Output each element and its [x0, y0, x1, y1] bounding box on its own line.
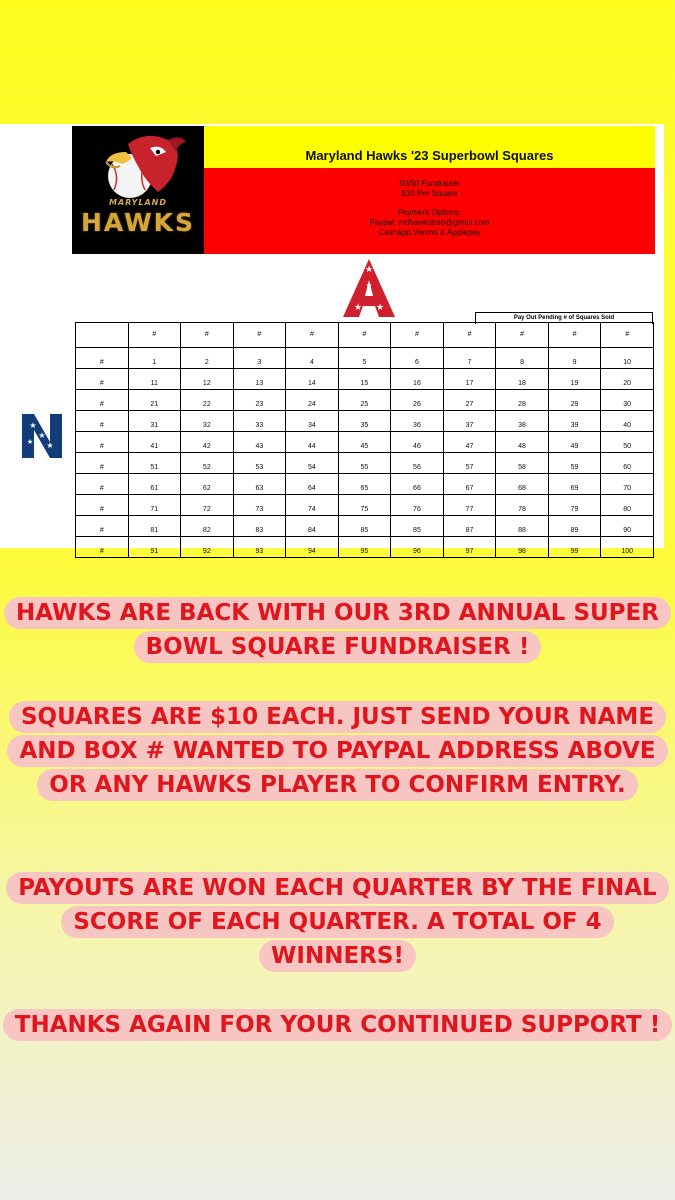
caption-payouts	[0, 871, 675, 973]
square-cell: 99	[548, 537, 601, 558]
square-cell: 87	[443, 516, 496, 537]
payout-label: Pay Out Pending # of Squares Sold	[475, 312, 653, 324]
square-cell: 77	[443, 495, 496, 516]
square-cell: 2	[181, 348, 234, 369]
square-cell: 6	[391, 348, 444, 369]
info-band	[204, 168, 655, 254]
grid-row-header-cell: #	[76, 432, 129, 453]
caption-payouts-text: PAYOUTS ARE WON EACH QUARTER BY THE FINAL SCORE OF EACH QUARTER. A TOTAL OF 4 WINNERS!	[6, 872, 668, 972]
square-cell: 83	[233, 516, 286, 537]
svg-text:★: ★	[26, 438, 34, 446]
square-cell: 44	[286, 432, 339, 453]
square-cell: 94	[286, 537, 339, 558]
square-cell: 25	[338, 390, 391, 411]
square-cell: 81	[128, 516, 181, 537]
square-cell: 54	[286, 453, 339, 474]
grid-row	[76, 411, 654, 432]
square-cell: 17	[443, 369, 496, 390]
grid-row-header-cell: #	[76, 390, 129, 411]
grid-header-cell: #	[128, 323, 181, 348]
sheet-title: Maryland Hawks '23 Superbowl Squares	[305, 148, 554, 163]
other-payments-line: Cashapp,Venmo & Applepay	[378, 228, 481, 237]
square-cell: 37	[443, 411, 496, 432]
square-cell: 98	[496, 537, 549, 558]
square-cell: 21	[128, 390, 181, 411]
grid-header-cell: #	[548, 323, 601, 348]
grid-header-cell: #	[338, 323, 391, 348]
grid-row-header-cell: #	[76, 348, 129, 369]
svg-text:★: ★	[375, 303, 385, 313]
square-cell: 51	[128, 453, 181, 474]
square-cell: 85	[391, 516, 444, 537]
fundraiser-line: 50/50 Fundraiser	[399, 179, 460, 188]
payment-heading: Payment Options:	[397, 208, 462, 217]
square-cell: 9	[548, 348, 601, 369]
square-cell: 41	[128, 432, 181, 453]
square-cell: 48	[496, 432, 549, 453]
square-cell: 39	[548, 411, 601, 432]
square-cell: 4	[286, 348, 339, 369]
square-cell: 20	[601, 369, 654, 390]
grid-row	[76, 495, 654, 516]
square-cell: 28	[496, 390, 549, 411]
caption-intro	[0, 596, 675, 664]
square-cell: 61	[128, 474, 181, 495]
square-cell: 29	[548, 390, 601, 411]
square-cell: 49	[548, 432, 601, 453]
square-cell: 80	[601, 495, 654, 516]
square-cell: 36	[391, 411, 444, 432]
grid-header-cell: #	[181, 323, 234, 348]
square-cell: 67	[443, 474, 496, 495]
square-cell: 78	[496, 495, 549, 516]
square-cell: 3	[233, 348, 286, 369]
square-cell: 18	[496, 369, 549, 390]
svg-text:★: ★	[29, 421, 37, 430]
square-cell: 23	[233, 390, 286, 411]
square-cell: 19	[548, 369, 601, 390]
logo-small-text: MARYLAND	[109, 198, 167, 207]
square-cell: 38	[496, 411, 549, 432]
square-cell: 50	[601, 432, 654, 453]
square-cell: 52	[181, 453, 234, 474]
nfc-logo-icon	[20, 412, 64, 460]
square-cell: 5	[338, 348, 391, 369]
grid-row-header-cell: #	[76, 474, 129, 495]
square-cell: 34	[286, 411, 339, 432]
grid-header-cell: #	[443, 323, 496, 348]
square-cell: 26	[391, 390, 444, 411]
svg-text:★: ★	[365, 281, 373, 290]
square-cell: 57	[443, 453, 496, 474]
square-cell: 84	[286, 516, 339, 537]
square-cell: 89	[548, 516, 601, 537]
grid-row-header-cell: #	[76, 537, 129, 558]
caption-intro-text: HAWKS ARE BACK WITH OUR 3RD ANNUAL SUPER BOWL SQUARE FUNDRAISER !	[4, 597, 671, 663]
grid-row	[76, 432, 654, 453]
afc-logo-icon	[342, 258, 396, 318]
square-cell: 24	[286, 390, 339, 411]
squares-grid	[75, 322, 654, 558]
square-cell: 66	[391, 474, 444, 495]
square-cell: 74	[286, 495, 339, 516]
svg-text:★: ★	[364, 265, 374, 275]
grid-row	[76, 537, 654, 558]
grid-header-cell: #	[233, 323, 286, 348]
square-cell: 95	[338, 537, 391, 558]
grid-row	[76, 516, 654, 537]
square-cell: 63	[233, 474, 286, 495]
square-cell: 40	[601, 411, 654, 432]
grid-header-row	[76, 323, 654, 348]
square-cell: 33	[233, 411, 286, 432]
square-cell: 32	[181, 411, 234, 432]
grid-row	[76, 390, 654, 411]
square-cell: 45	[338, 432, 391, 453]
square-cell: 14	[286, 369, 339, 390]
square-cell: 91	[128, 537, 181, 558]
grid-header-cell: #	[601, 323, 654, 348]
square-cell: 10	[601, 348, 654, 369]
square-cell: 55	[338, 453, 391, 474]
grid-row-header-cell: #	[76, 516, 129, 537]
square-cell: 13	[233, 369, 286, 390]
square-cell: 76	[391, 495, 444, 516]
square-cell: 64	[286, 474, 339, 495]
square-cell: 75	[338, 495, 391, 516]
square-cell: 12	[181, 369, 234, 390]
grid-row	[76, 369, 654, 390]
svg-text:★: ★	[353, 303, 363, 313]
grid-header-cell: #	[496, 323, 549, 348]
square-cell: 72	[181, 495, 234, 516]
square-cell: 11	[128, 369, 181, 390]
grid-row	[76, 474, 654, 495]
grid-row-header-cell: #	[76, 453, 129, 474]
square-cell: 96	[391, 537, 444, 558]
square-cell: 65	[338, 474, 391, 495]
caption-instructions	[0, 700, 675, 802]
square-cell: 8	[496, 348, 549, 369]
square-cell: 27	[443, 390, 496, 411]
square-cell: 85	[338, 516, 391, 537]
grid-row	[76, 453, 654, 474]
square-cell: 92	[181, 537, 234, 558]
square-cell: 46	[391, 432, 444, 453]
logo-big-text: HAWKS	[80, 208, 196, 237]
square-cell: 7	[443, 348, 496, 369]
grid-header-cell: #	[286, 323, 339, 348]
grid-row-header-cell: #	[76, 411, 129, 432]
square-cell: 1	[128, 348, 181, 369]
paypal-line: Paypal: mdhawksbsb@gmail.com	[369, 218, 490, 227]
square-cell: 15	[338, 369, 391, 390]
square-cell: 35	[338, 411, 391, 432]
square-cell: 70	[601, 474, 654, 495]
caption-instructions-text: SQUARES ARE $10 EACH. JUST SEND YOUR NAME AND BOX # WANTED TO PAYPAL ADDRESS ABOVE OR ANY HAWKS PLAYER TO CONFIRM ENTRY.	[7, 701, 667, 801]
svg-text:★: ★	[46, 441, 54, 450]
square-cell: 97	[443, 537, 496, 558]
square-cell: 90	[601, 516, 654, 537]
square-cell: 88	[496, 516, 549, 537]
square-cell: 59	[548, 453, 601, 474]
square-cell: 31	[128, 411, 181, 432]
square-cell: 58	[496, 453, 549, 474]
square-cell: 43	[233, 432, 286, 453]
grid-row	[76, 348, 654, 369]
caption-thanks	[0, 1008, 675, 1042]
grid-row-header-cell: #	[76, 369, 129, 390]
square-cell: 42	[181, 432, 234, 453]
price-line: $10 Per Square	[401, 189, 458, 198]
square-cell: 73	[233, 495, 286, 516]
square-cell: 47	[443, 432, 496, 453]
square-cell: 62	[181, 474, 234, 495]
square-cell: 30	[601, 390, 654, 411]
square-cell: 82	[181, 516, 234, 537]
square-cell: 68	[496, 474, 549, 495]
square-cell: 60	[601, 453, 654, 474]
square-cell: 22	[181, 390, 234, 411]
grid-header-cell: #	[391, 323, 444, 348]
title-band	[204, 126, 655, 168]
square-cell: 93	[233, 537, 286, 558]
caption-thanks-text: THANKS AGAIN FOR YOUR CONTINUED SUPPORT !	[3, 1009, 672, 1041]
grid-corner-cell	[76, 323, 129, 348]
square-cell: 16	[391, 369, 444, 390]
square-cell: 79	[548, 495, 601, 516]
square-cell: 100	[601, 537, 654, 558]
superbowl-squares-sheet	[0, 124, 664, 555]
svg-text:★: ★	[38, 431, 46, 440]
square-cell: 56	[391, 453, 444, 474]
square-cell: 53	[233, 453, 286, 474]
maryland-hawks-logo	[72, 126, 204, 254]
square-cell: 71	[128, 495, 181, 516]
square-cell: 69	[548, 474, 601, 495]
grid-row-header-cell: #	[76, 495, 129, 516]
